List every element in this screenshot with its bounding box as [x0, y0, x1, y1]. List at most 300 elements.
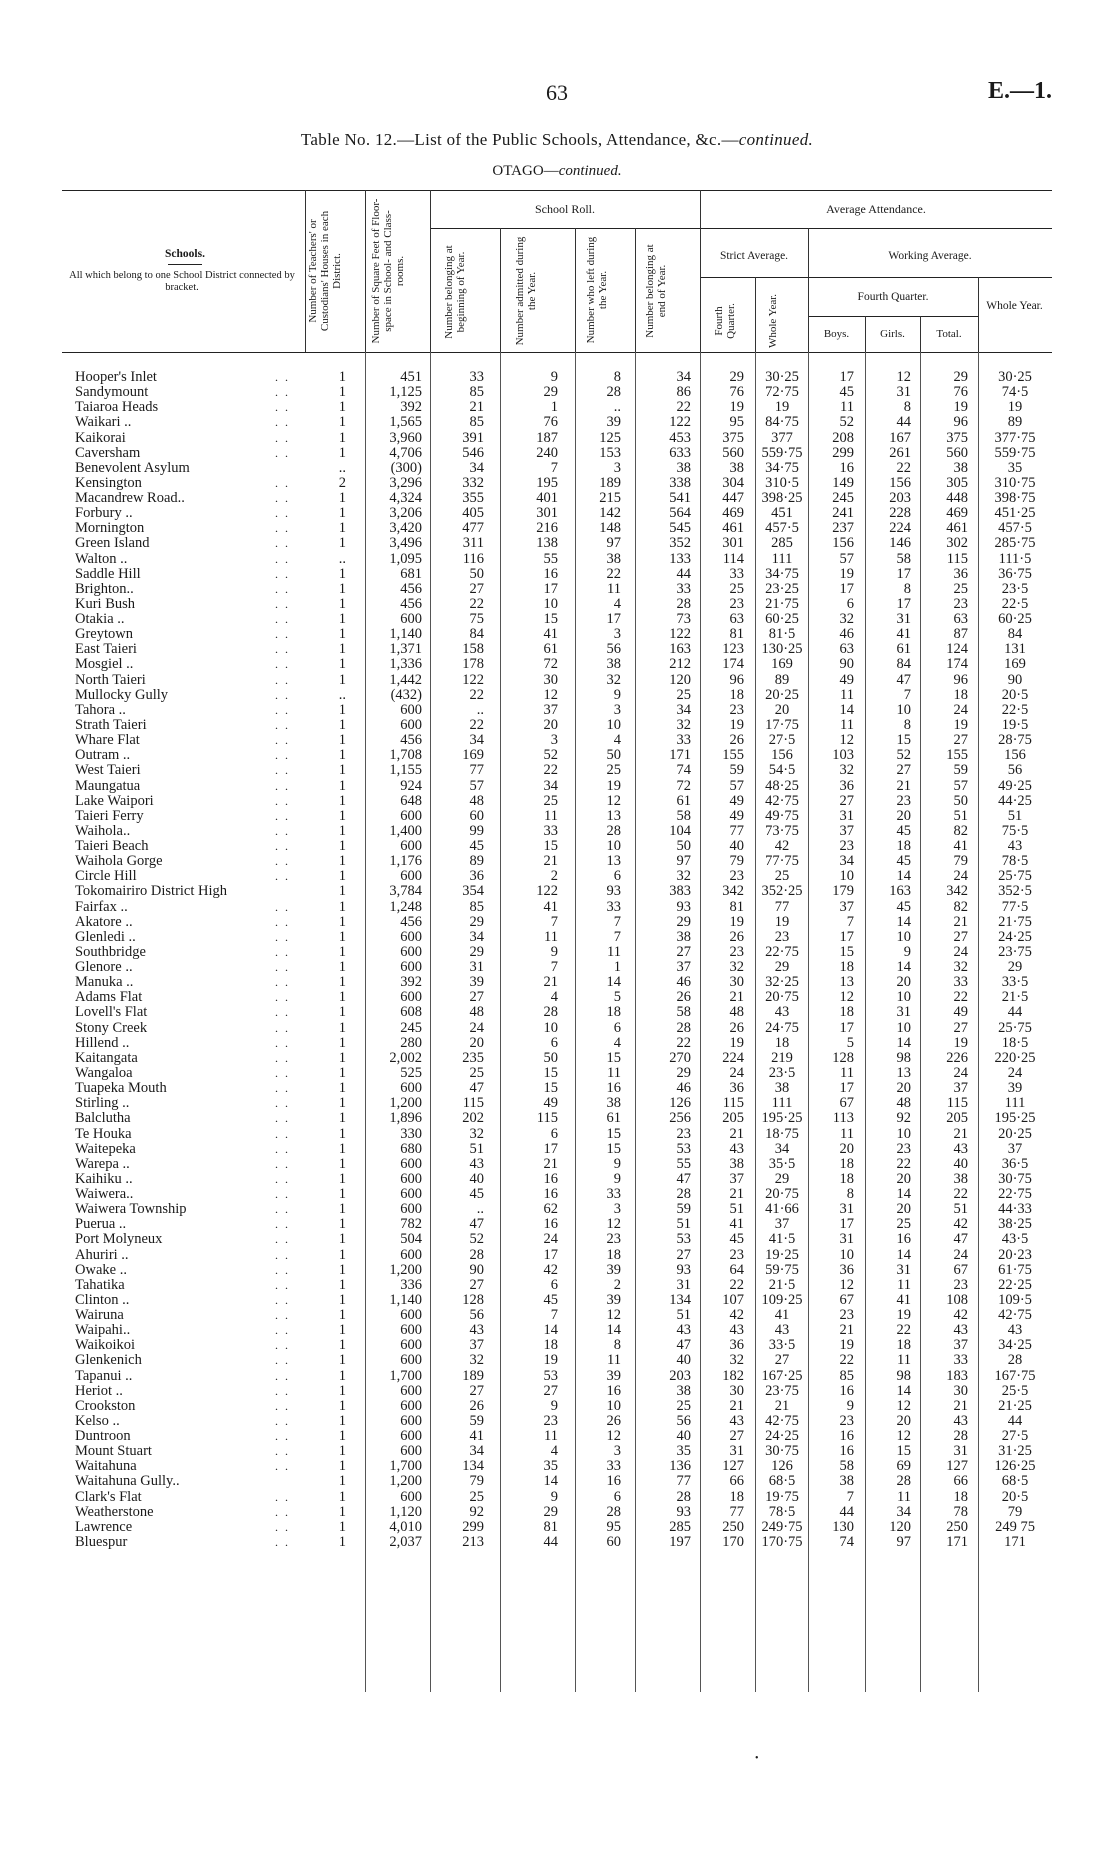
- girls-cell: 8: [903, 399, 911, 416]
- left-cell: 4: [613, 595, 621, 612]
- left-cell: 215: [599, 490, 621, 507]
- page-number: 63: [546, 80, 568, 105]
- header-divider: [500, 228, 501, 352]
- table-row: [0, 627, 1114, 642]
- teachers-cell: 1: [338, 807, 346, 824]
- total-cell: 43: [953, 1140, 968, 1157]
- boys-cell: 18: [839, 959, 854, 976]
- boys-cell: 16: [839, 1382, 854, 1399]
- leader-dots: . .: [275, 596, 290, 611]
- whole-yr-cell: 36·5: [1001, 1155, 1029, 1172]
- table-row: [0, 1459, 1114, 1474]
- whole-yr-cell: 23·5: [1001, 580, 1029, 597]
- whole-yr-cell: 43: [1007, 1322, 1023, 1339]
- roll-end-cell: 122: [669, 626, 691, 643]
- leader-dots: . .: [275, 793, 290, 808]
- teachers-cell: 1: [338, 898, 346, 915]
- teachers-cell: 1: [338, 1276, 346, 1293]
- total-cell: 51: [953, 1201, 968, 1218]
- table-row: [0, 809, 1114, 824]
- total-cell: 18: [953, 686, 968, 703]
- left-cell: 2: [613, 1276, 621, 1293]
- leader-dots: . .: [275, 1171, 290, 1186]
- left-cell: 61: [606, 1110, 621, 1127]
- teachers-cell: 1: [338, 444, 346, 461]
- roll-end-cell: 38: [676, 1382, 691, 1399]
- girls-cell: 12: [896, 369, 911, 385]
- strict-q4-cell: 49: [729, 807, 744, 824]
- whole-yr-cell: 25·75: [998, 1019, 1032, 1036]
- total-cell: 27: [953, 928, 968, 945]
- whole-yr-cell: 23·75: [998, 943, 1032, 960]
- leader-dots: . .: [275, 581, 290, 596]
- total-cell: 37: [953, 1337, 968, 1354]
- floor-cell: 1,155: [389, 762, 422, 779]
- boys-cell: 179: [832, 883, 854, 900]
- leader-dots: . .: [275, 808, 290, 823]
- roll-begin-cell: 89: [469, 853, 484, 870]
- table-row: [0, 930, 1114, 945]
- left-cell: 12: [606, 1216, 621, 1233]
- total-cell: 82: [953, 898, 968, 915]
- whole-yr-cell: 44·25: [998, 792, 1032, 809]
- boys-cell: 22: [839, 1352, 854, 1369]
- girls-cell: 167: [889, 429, 911, 446]
- roll-begin-cell: ..: [476, 701, 484, 718]
- boys-cell: 11: [840, 1064, 854, 1081]
- floor-cell: 1,700: [389, 1367, 422, 1384]
- roll-end-cell: 50: [676, 838, 691, 855]
- strict-q4-cell: 23: [729, 701, 744, 718]
- admitted-cell: 240: [536, 444, 558, 461]
- strict-yr-cell: 73·75: [765, 822, 799, 839]
- boys-cell: 23: [839, 838, 854, 855]
- strict-q4-cell: 114: [722, 550, 744, 567]
- strict-yr-cell: 27: [774, 1352, 790, 1369]
- roll-end-cell: 163: [669, 641, 691, 658]
- strict-yr-cell: 25: [774, 868, 790, 885]
- strict-yr-cell: 43: [774, 1322, 790, 1339]
- admitted-cell: 3: [550, 732, 558, 749]
- table-row: [0, 1111, 1114, 1126]
- admitted-cell: 4: [550, 1443, 558, 1460]
- teachers-cell: 1: [338, 701, 346, 718]
- whole-yr-cell: 35: [1007, 459, 1023, 476]
- roll-begin-cell: 41: [469, 1428, 484, 1445]
- strict-q4-cell: 43: [729, 1412, 744, 1429]
- strict-yr-cell: 42: [774, 838, 790, 855]
- roll-begin-cell: 116: [462, 550, 484, 567]
- girls-cell: 19: [896, 1307, 911, 1324]
- leader-dots: . .: [275, 1081, 290, 1096]
- total-cell: 57: [953, 777, 968, 794]
- floor-cell: 392: [400, 399, 422, 416]
- girls-cell: 22: [896, 459, 911, 476]
- teachers-cell: 1: [338, 1246, 346, 1263]
- strict-q4-cell: 38: [729, 459, 744, 476]
- leader-dots: . .: [275, 1353, 290, 1368]
- table-row: [0, 748, 1114, 763]
- whole-yr-cell: 22·75: [998, 1186, 1032, 1203]
- girls-cell: 14: [896, 1186, 911, 1203]
- roll-begin-cell: 169: [462, 747, 484, 764]
- table-row: [0, 1157, 1114, 1172]
- whole-yr-cell: 310·75: [994, 474, 1036, 491]
- boys-cell: 299: [832, 444, 854, 461]
- school-name: Heriot ..: [75, 1383, 123, 1399]
- teachers-cell: 1: [338, 868, 346, 885]
- strict-q4-cell: 40: [729, 838, 744, 855]
- strict-yr-cell: 42·75: [765, 1412, 799, 1429]
- floor-cell: 2,002: [389, 1049, 422, 1066]
- teachers-cell: 1: [338, 1095, 346, 1112]
- strict-q4-cell: 18: [729, 1488, 744, 1505]
- whole-yr-cell: 20·5: [1001, 686, 1029, 703]
- girls-cell: 21: [896, 777, 911, 794]
- school-name: Fairfax ..: [75, 899, 128, 915]
- teachers-cell: 1: [338, 656, 346, 673]
- school-name: Kuri Bush: [75, 596, 136, 612]
- roll-begin-cell: 77: [469, 762, 484, 779]
- leader-dots: . .: [275, 702, 290, 717]
- strict-q4-cell: 155: [722, 747, 744, 764]
- roll-end-cell: 352: [669, 535, 691, 552]
- floor-cell: 245: [400, 1019, 422, 1036]
- total-cell: 226: [946, 1049, 968, 1066]
- roll-begin-cell: 39: [469, 974, 484, 991]
- floor-cell: 1,120: [389, 1503, 422, 1520]
- whole-yr-cell: 352·5: [998, 883, 1032, 900]
- total-cell: 82: [953, 822, 968, 839]
- header-bottom-rule: [62, 352, 1052, 353]
- floor-cell: 3,206: [389, 505, 422, 522]
- roll-end-cell: 28: [676, 1488, 691, 1505]
- boys-cell: 128: [832, 1049, 854, 1066]
- strict-yr-cell: 18·75: [765, 1125, 799, 1142]
- admitted-cell: 24: [543, 1231, 558, 1248]
- total-cell: 40: [953, 1155, 968, 1172]
- teachers-cell: 2: [338, 474, 346, 491]
- leader-dots: . .: [275, 1504, 290, 1519]
- average-attendance-header: Average Attendance.: [826, 202, 926, 216]
- admitted-cell: 25: [543, 792, 558, 809]
- strict-yr-cell: 34: [774, 1140, 790, 1157]
- roll-begin-cell: 85: [469, 384, 484, 401]
- table-row: [0, 688, 1114, 703]
- girls-cell: 48: [896, 1095, 911, 1112]
- left-cell: 12: [606, 1428, 621, 1445]
- leader-dots: . .: [275, 687, 290, 702]
- strict-q4-cell: 38: [729, 1155, 744, 1172]
- school-name: Wairuna: [75, 1308, 124, 1324]
- school-name: Brighton..: [75, 581, 134, 597]
- strict-yr-cell: 54·5: [768, 762, 796, 779]
- roll-end-cell: 270: [669, 1049, 691, 1066]
- roll-end-cell: 22: [676, 399, 691, 416]
- roll-end-cell: 74: [676, 762, 691, 779]
- strict-yr-cell: 169: [771, 656, 793, 673]
- floor-cell: 600: [400, 989, 422, 1006]
- teachers-cell: 1: [338, 1004, 346, 1021]
- leader-dots: . .: [275, 975, 290, 990]
- teachers-cell: 1: [338, 369, 346, 385]
- strict-yr-cell: 126: [771, 1458, 793, 1475]
- whole-yr-cell: 21·5: [1001, 989, 1029, 1006]
- boys-cell: 31: [839, 807, 854, 824]
- left-cell: 16: [606, 1473, 621, 1490]
- strict-q4-cell: 41: [729, 1216, 744, 1233]
- roll-end-cell: 37: [676, 959, 691, 976]
- strict-q4-cell: 49: [729, 792, 744, 809]
- admitted-cell: 49: [543, 1095, 558, 1112]
- table-row: [0, 703, 1114, 718]
- school-name: Waiwera..: [75, 1187, 134, 1203]
- left-cell: 39: [606, 1291, 621, 1308]
- boys-cell: 63: [839, 641, 854, 658]
- total-cell: 469: [946, 505, 968, 522]
- school-name: Forbury ..: [75, 506, 133, 522]
- roll-begin-cell: 134: [462, 1458, 484, 1475]
- table-title: [0, 130, 1114, 150]
- strict-yr-cell: 170·75: [761, 1534, 803, 1550]
- total-cell: 43: [953, 1412, 968, 1429]
- strict-yr-cell: 23·25: [765, 580, 799, 597]
- strict-yr-cell: 49·75: [765, 807, 799, 824]
- leader-dots: . .: [275, 960, 290, 975]
- whole-yr-cell: 30·75: [998, 1170, 1032, 1187]
- school-name: Saddle Hill: [75, 566, 141, 582]
- whole-yr-cell: 30·25: [998, 369, 1032, 385]
- table-row: [0, 1490, 1114, 1505]
- school-name: Clinton ..: [75, 1292, 130, 1308]
- school-roll-header: School Roll.: [534, 202, 595, 216]
- total-cell: 66: [953, 1473, 968, 1490]
- whole-yr-cell: 89: [1007, 414, 1023, 431]
- floor-cell: 451: [400, 369, 422, 385]
- strict-yr-cell: 285: [771, 535, 793, 552]
- strict-yr-cell: 19: [774, 399, 790, 416]
- teachers-cell: 1: [338, 1443, 346, 1460]
- strict-yr-cell: 111: [771, 550, 793, 567]
- whole-yr-cell: 109·5: [998, 1291, 1032, 1308]
- whole-yr-cell: 156: [1004, 747, 1026, 764]
- admitted-cell: 22: [543, 762, 558, 779]
- roll-begin-cell: 405: [462, 505, 484, 522]
- schools-note: All which belong to one School District connected by bracket.: [69, 270, 295, 293]
- school-name: Waitepeka: [75, 1141, 136, 1157]
- left-cell: 8: [613, 369, 621, 385]
- strict-q4-cell: 76: [729, 384, 744, 401]
- admitted-cell: 6: [550, 1034, 558, 1051]
- roll-end-cell: 25: [676, 686, 691, 703]
- floor-cell: 1,095: [389, 550, 422, 567]
- girls-cell: 12: [896, 1428, 911, 1445]
- table-row: [0, 642, 1114, 657]
- left-cell: 10: [606, 1397, 621, 1414]
- roll-end-cell: 34: [676, 701, 691, 718]
- roll-end-cell: 61: [676, 792, 691, 809]
- region-subtitle: [0, 163, 1114, 180]
- girls-cell: 261: [889, 444, 911, 461]
- admitted-cell: 17: [543, 580, 558, 597]
- table-row: [0, 1505, 1114, 1520]
- strict-q4-cell: 32: [729, 959, 744, 976]
- roll-end-cell: 29: [676, 1064, 691, 1081]
- girls-cell: 8: [903, 580, 911, 597]
- strict-q4-cell: 77: [729, 1503, 744, 1520]
- fourth-quarter-header: Fourth Quarter.: [857, 291, 929, 303]
- roll-begin-cell: 391: [462, 429, 484, 446]
- admitted-cell: 9: [550, 369, 558, 385]
- teachers-cell: 1: [338, 1170, 346, 1187]
- strict-q4-cell: 123: [722, 641, 744, 658]
- school-name: Weatherstone: [75, 1504, 154, 1520]
- boys-cell: 18: [839, 1004, 854, 1021]
- floor-cell: 1,896: [389, 1110, 422, 1127]
- table-row: [0, 1187, 1114, 1202]
- girls-cell: 10: [896, 989, 911, 1006]
- roll-end-cell: 453: [669, 429, 691, 446]
- roll-end-cell: 171: [669, 747, 691, 764]
- strict-q4-cell: 26: [729, 928, 744, 945]
- teachers-cell: 1: [338, 580, 346, 597]
- left-cell: 38: [606, 1095, 621, 1112]
- table-row: [0, 612, 1114, 627]
- left-header: Number who left during the Year.: [585, 236, 609, 344]
- roll-end-cell: 545: [669, 520, 691, 537]
- floor-cell: 600: [400, 928, 422, 945]
- boys-cell: 19: [839, 1337, 854, 1354]
- school-name: Tapanui ..: [75, 1368, 133, 1384]
- admitted-cell: 52: [543, 747, 558, 764]
- whole-yr-cell: 37: [1007, 1140, 1023, 1157]
- school-name: Waitahuna Gully..: [75, 1474, 180, 1490]
- teachers-cell: 1: [338, 1140, 346, 1157]
- strict-q4-cell: 96: [729, 671, 744, 688]
- strict-q4-cell: 43: [729, 1322, 744, 1339]
- floor-cell: 1,400: [389, 822, 422, 839]
- roll-end-cell: 58: [676, 807, 691, 824]
- strict-q4-cell: 174: [722, 656, 744, 673]
- strict-yr-cell: 20·75: [765, 1186, 799, 1203]
- boys-cell: 49: [839, 671, 854, 688]
- whole-yr-cell: 24: [1007, 1064, 1023, 1081]
- admitted-cell: 23: [543, 1412, 558, 1429]
- teachers-cell: 1: [338, 853, 346, 870]
- strict-yr-cell: 41: [774, 1307, 790, 1324]
- leader-dots: . .: [275, 1519, 290, 1534]
- leader-dots: . .: [275, 733, 290, 748]
- admitted-cell: 18: [543, 1337, 558, 1354]
- teachers-cell: 1: [338, 777, 346, 794]
- admitted-cell: 16: [543, 1170, 558, 1187]
- strict-yr-cell: 457·5: [765, 520, 799, 537]
- admitted-cell: 41: [543, 898, 558, 915]
- roll-begin-cell: 28: [469, 1246, 484, 1263]
- strict-yr-cell: 30·25: [765, 369, 799, 385]
- leader-dots: . .: [275, 1413, 290, 1428]
- strict-yr-cell: 21: [774, 1397, 790, 1414]
- boys-cell: 16: [839, 459, 854, 476]
- strict-q4-cell: 21: [729, 1397, 744, 1414]
- boys-cell: 17: [839, 1216, 854, 1233]
- admitted-cell: 21: [543, 974, 558, 991]
- leader-dots: . .: [275, 1141, 290, 1156]
- whole-yr-cell: 75·5: [1001, 822, 1029, 839]
- table-row: [0, 1081, 1114, 1096]
- floor-cell: 1,565: [389, 414, 422, 431]
- left-cell: 1: [613, 959, 621, 976]
- floor-cell: 600: [400, 1307, 422, 1324]
- girls-cell: 22: [896, 1155, 911, 1172]
- roll-end-cell: 93: [676, 1503, 691, 1520]
- left-cell: 18: [606, 1246, 621, 1263]
- admitted-cell: 1: [550, 399, 558, 416]
- roll-begin-cell: 115: [462, 1095, 484, 1112]
- header-divider: [365, 190, 366, 352]
- teachers-cell: 1: [338, 1125, 346, 1142]
- left-cell: 28: [606, 1503, 621, 1520]
- girls-cell: 203: [889, 490, 911, 507]
- floor-cell: 600: [400, 1412, 422, 1429]
- roll-begin-cell: 37: [469, 1337, 484, 1354]
- school-name: Duntroon: [75, 1429, 131, 1445]
- whole-yr-cell: 22·5: [1001, 701, 1029, 718]
- whole-yr-cell: 29: [1007, 959, 1023, 976]
- whole-yr-cell: 249 75: [995, 1518, 1035, 1535]
- whole-yr-cell: 20·25: [998, 1125, 1032, 1142]
- girls-header: Girls.: [880, 328, 905, 340]
- roll-begin-cell: ..: [476, 1201, 484, 1218]
- table-row: [0, 1217, 1114, 1232]
- left-cell: 23: [606, 1231, 621, 1248]
- strict-yr-cell: 167·25: [761, 1367, 803, 1384]
- leader-dots: . .: [275, 763, 290, 778]
- total-cell: 67: [953, 1261, 968, 1278]
- admitted-cell: 4: [550, 989, 558, 1006]
- floor-cell: 1,336: [389, 656, 422, 673]
- floor-cell: 3,296: [389, 474, 422, 491]
- total-cell: 76: [953, 384, 968, 401]
- strict-yr-cell: 20·75: [765, 989, 799, 1006]
- left-cell: 28: [606, 822, 621, 839]
- roll-end-cell: 55: [676, 1155, 691, 1172]
- teachers-cell: ..: [338, 459, 346, 476]
- admitted-cell: 55: [543, 550, 558, 567]
- roll-begin-cell: 128: [462, 1291, 484, 1308]
- whole-yr-cell: 44·33: [998, 1201, 1032, 1218]
- roll-end-cell: 285: [669, 1518, 691, 1535]
- roll-end-cell: 86: [676, 384, 691, 401]
- girls-cell: 15: [896, 732, 911, 749]
- girls-cell: 45: [896, 853, 911, 870]
- roll-begin-cell: 34: [469, 928, 484, 945]
- girls-cell: 8: [903, 716, 911, 733]
- table-row: [0, 567, 1114, 582]
- roll-begin-cell: 51: [469, 1140, 484, 1157]
- strict-yr-cell: 130·25: [761, 641, 803, 658]
- whole-yr-cell: 285·75: [994, 535, 1036, 552]
- table-row: [0, 536, 1114, 551]
- admitted-cell: 81: [543, 1518, 558, 1535]
- girls-cell: 69: [896, 1458, 911, 1475]
- roll-end-cell: 53: [676, 1231, 691, 1248]
- total-cell: 23: [953, 595, 968, 612]
- floor-cell: 600: [400, 1443, 422, 1460]
- roll-begin-cell: 79: [469, 1473, 484, 1490]
- roll-end-cell: 25: [676, 1397, 691, 1414]
- roll-begin-cell: 20: [469, 1034, 484, 1051]
